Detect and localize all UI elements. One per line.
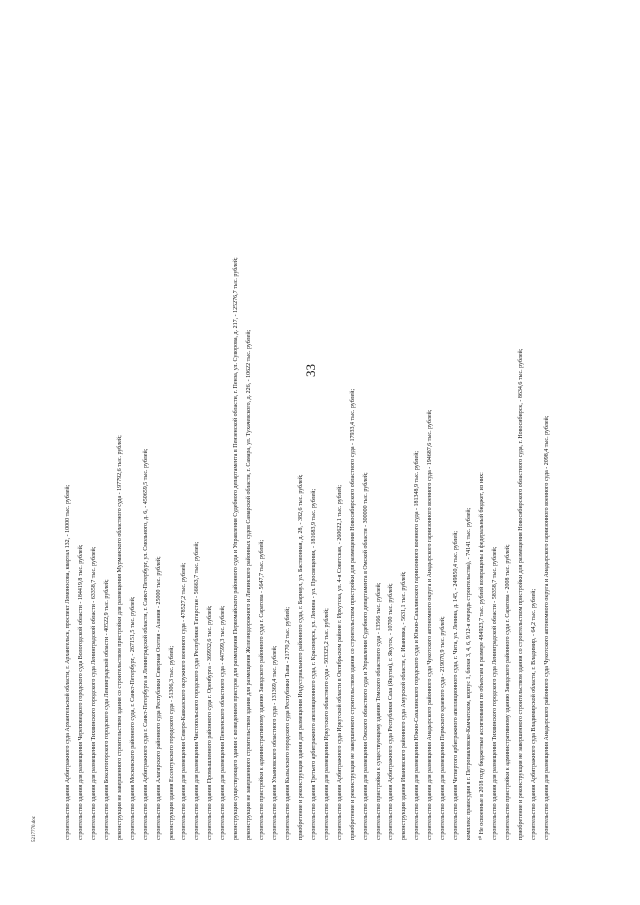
- document-line: реконструкция здания Ивановского районного суда Амурской области, с. Ивановка, - 5631,1 тыс. рублей;: [401, 571, 408, 840]
- page-number: 33: [303, 364, 318, 377]
- document-line: строительство здания Арбитражного суда Республики Саха (Якутия), г. Якутск, - 10700 тыс. рублей;: [388, 583, 395, 840]
- document-line: строительство здания Ульяновского областного суда - 131369,4 тыс. рублей;: [272, 645, 278, 840]
- document-line: строительство здания для размещения Иркутского областного суда - 503325,2 тыс. рублей;: [323, 608, 330, 840]
- document-line: строительство здания для размещения Анадырского районного суда Чукотского автономного округа и Анадырского гарнизонного военного суда - 194687,6 тыс. рублей;: [427, 409, 434, 840]
- document-line: строительство здания для размещения Южно-Сахалинского городского суда и Южно-Сахалинского гарнизонного военного суда - 181348,9 тыс. рублей;: [414, 450, 421, 840]
- document-line: строительство здания Арбитражного суда г. Санкт-Петербурга и Ленинградской области, г. Санкт-Петербург, ул. Смольного, д. 6, - 450659,5 тыс. рублей;: [142, 448, 149, 840]
- document-line: строительство здания для размещения Череповецкого городского суда Вологодской области - 184419,8 тыс. рублей;: [77, 544, 84, 840]
- document-line: строительство здания Кызылского городского суда Республики Тыва - 21770,2 тыс. рублей;: [284, 606, 291, 840]
- document-line: строительство пристройки к административному зданию Заводского районного суда г. Саратова - 5647,7 тыс. рублей;: [259, 539, 266, 840]
- document-line: реконструкция не завершенного строительством здания для размещения Железнодорожного и Ленинского районных судов Самарской области, г. Самара, ул. Тухачевского, д. 226, - 10622 тыс. рублей;: [246, 329, 253, 840]
- document-line: реконструкция существующего здания с возведением пристроя для размещения Первомайского районного суда и Управления Судебного департамента в Пензенской области, г. Пенза, ул. Суворова, д. 217, - 125276,7 тыс. рублей;: [233, 257, 240, 840]
- document-line: строительство здания для размещения Пензенского областного суда - 447599,3 тыс. рублей;: [220, 605, 227, 840]
- document-line: строительство здания для размещения Северо-Кавказского окружного военного суда - 478527,2 тыс. рублей;: [181, 562, 188, 840]
- document-line: строительство здания Арбитражного суда Иркутской области в Октябрьском районе г. Иркутска, ул. 4-я Советская, - 260622,1 тыс. рублей;: [336, 484, 343, 840]
- document-line: строительство здания Четвертого арбитражного апелляционного суда, г. Чита, ул. Ленина, д. 145, - 249850,4 тыс. рублей;: [453, 530, 460, 840]
- document-line: приобретение и реконструкция здания для размещения Индустриального районного суда, г. Барнаул, ул. Бастионная, д. 28, - 382,6 тыс. рублей;: [297, 474, 304, 840]
- document-line: строительство здания Арбитражного суда Архангельской области, г. Архангельск, проспект Ломоносова, квартал 132, - 10000 тыс. рублей;: [65, 484, 71, 840]
- document-line: строительство здания для размещения Анадырского районного суда Чукотского автономного округа и Анадырского гарнизонного военного суда - 2098,4 тыс. рублей;: [543, 415, 550, 840]
- document-line: строительство здания Бокситогорского городского суда Ленинградской области - 40522,9 тыс. рублей;: [103, 579, 110, 840]
- document-line: приобретение и реконструкция не завершенного строительством здания со строительством пристройки для размещения Новосибирского областного суда, г. Новосибирск, - 8634,6 тыс. рублей;: [517, 348, 524, 840]
- document-line: строительство здания для размещения Тихвинского городского суда Ленинградской области - 58358,7 тыс. рублей;: [491, 546, 498, 840]
- document-line: ¹⁰ Не освоенные в 2018 году бюджетные ассигнования по объектам в размере 484923,7 тыс. рублей возвращены в федеральный бюджет, из них:: [479, 472, 485, 840]
- document-line: комплекс правосудия в г. Петропавловске-Камчатском, корпус 1, блоки 3, 4, 6, 9/12-я очередь строительства), - 74141 тыс. рублей;: [466, 507, 473, 840]
- document-line: строительство здания для размещения Пермского краевого суда - 219070,9 тыс. рублей;: [440, 616, 447, 840]
- document-line: строительство здания Промышленного районного суда г. Оренбурга - 369932,6 тыс. рублей;: [207, 605, 214, 840]
- footer-filename: 5217770.doc: [32, 816, 37, 842]
- document-line: строительство здания Алагирского районного суда Республики Северная Осетия - Алания - 25000 тыс. рублей;: [155, 556, 162, 840]
- document-line: реконструкция не завершенного строительством здания со строительством пристройки для размещения Мурманского областного суда - 197792,6 тыс. рублей;: [116, 435, 123, 840]
- document-line: строительство здания для размещения Тихвинского городского суда Ленинградской области - 63358,7 тыс. рублей;: [90, 546, 97, 840]
- document-line: строительство здания для размещения Чистопольского городского суда Республики Татарстан - 56663,7 тыс. рублей;: [194, 541, 201, 840]
- document-line: строительство здания Арбитражного суда Владимирской области, г. Владимир, - 64,2 тыс. рублей;: [530, 588, 537, 840]
- rotated-text-block: [62, 0, 640, 840]
- document-line: строительство здания Третьего арбитражного апелляционного суда, г. Красноярск, ул. Ленина - ул. Просвещения, - 181683,9 тыс. рублей;: [310, 488, 317, 840]
- document-line: приобретение и реконструкция не завершенного строительством здания со строительством пристройки для размещения Новосибирского областного суда - 17933,4 тыс. рублей;: [349, 388, 356, 840]
- document-line: строительство здания для размещения Омского областного суда и Управления Судебного департамента в Омской области - 300000 тыс. рублей;: [362, 472, 369, 840]
- document-line: реконструкция здания Ессентукского городского суда - 51306,3 тыс. рублей;: [168, 645, 175, 840]
- document-line: строительство пристройки к административному зданию Заводского районного суда г. Саратова - 2008 тыс. рублей;: [504, 544, 511, 840]
- document-line: строительство пристройки к существующему зданию Томского областного суда - 13566 тыс. рублей;: [375, 582, 382, 840]
- expense-list: [62, 0, 554, 840]
- document-line: строительство здания Московского районного суда, г. Санкт-Петербург, - 267151,5 тыс. рублей;: [129, 596, 136, 840]
